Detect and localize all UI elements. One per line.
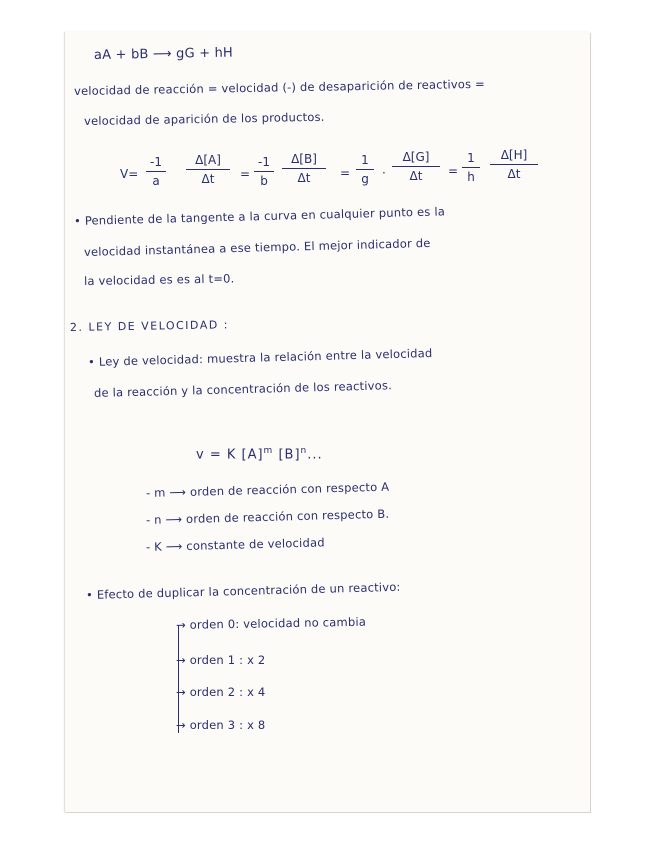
order-3: → orden 3 : x 8 [176, 718, 266, 732]
rate-separator-3: · [382, 166, 386, 180]
definition-k: - K ⟶ constante de velocidad [145, 535, 325, 554]
section-title: 2. LEY DE VELOCIDAD : [69, 318, 230, 334]
order-1: → orden 1 : x 2 [176, 653, 266, 667]
rate-term-b-coef: -1 b [254, 155, 274, 188]
slope-note-line-2: velocidad instantánea a ese tiempo. El mejor indicador de [83, 235, 431, 259]
rate-term-a-coef: -1 a [146, 155, 166, 188]
rate-v-label: V= [120, 167, 139, 181]
orders-branch-line [178, 625, 180, 733]
order-2: → orden 2 : x 4 [176, 685, 266, 699]
reaction-equation: aA + bB ⟶ gG + hH [93, 45, 234, 63]
slope-note-line-3: la velocidad es es al t=0. [83, 271, 235, 288]
rate-term-h-coef: 1 h [462, 151, 480, 184]
rate-term-g-delta: Δ[G] Δt [392, 150, 440, 183]
slope-note-line-1: • Pendiente de la tangente a la curva en cualquier punto es la [73, 204, 446, 228]
definition-n: - n ⟶ orden de reacción con respecto B. [145, 506, 390, 527]
definition-m: - m ⟶ orden de reacción con respecto A [145, 479, 390, 500]
rate-separator-4: = [448, 164, 459, 178]
rate-term-g-coef: 1 g [356, 153, 374, 186]
rate-term-b-delta: Δ[B] Δt [282, 152, 326, 185]
order-0: → orden 0: velocidad no cambia [175, 614, 367, 632]
law-note-line-1: • Ley de velocidad: muestra la relación entre la velocidad [87, 345, 433, 369]
rate-term-h-delta: Δ[H] Δt [490, 148, 538, 181]
effect-title: • Efecto de duplicar la concentración de un reactivo: [85, 579, 401, 602]
law-note-line-2: de la reacción y la concentración de los reactivos. [93, 378, 393, 400]
definition-line-2: velocidad de aparición de los productos. [83, 109, 325, 128]
rate-separator-2: = [340, 166, 351, 180]
rate-separator-1: = [240, 167, 251, 181]
definition-line-1: velocidad de reacción = velocidad (-) de desaparición de reactivos = [73, 76, 486, 98]
rate-law-equation: v = K $[A]^m$ $[B]^n$... [196, 446, 323, 463]
rate-term-a-delta: Δ[A] Δt [186, 153, 230, 186]
